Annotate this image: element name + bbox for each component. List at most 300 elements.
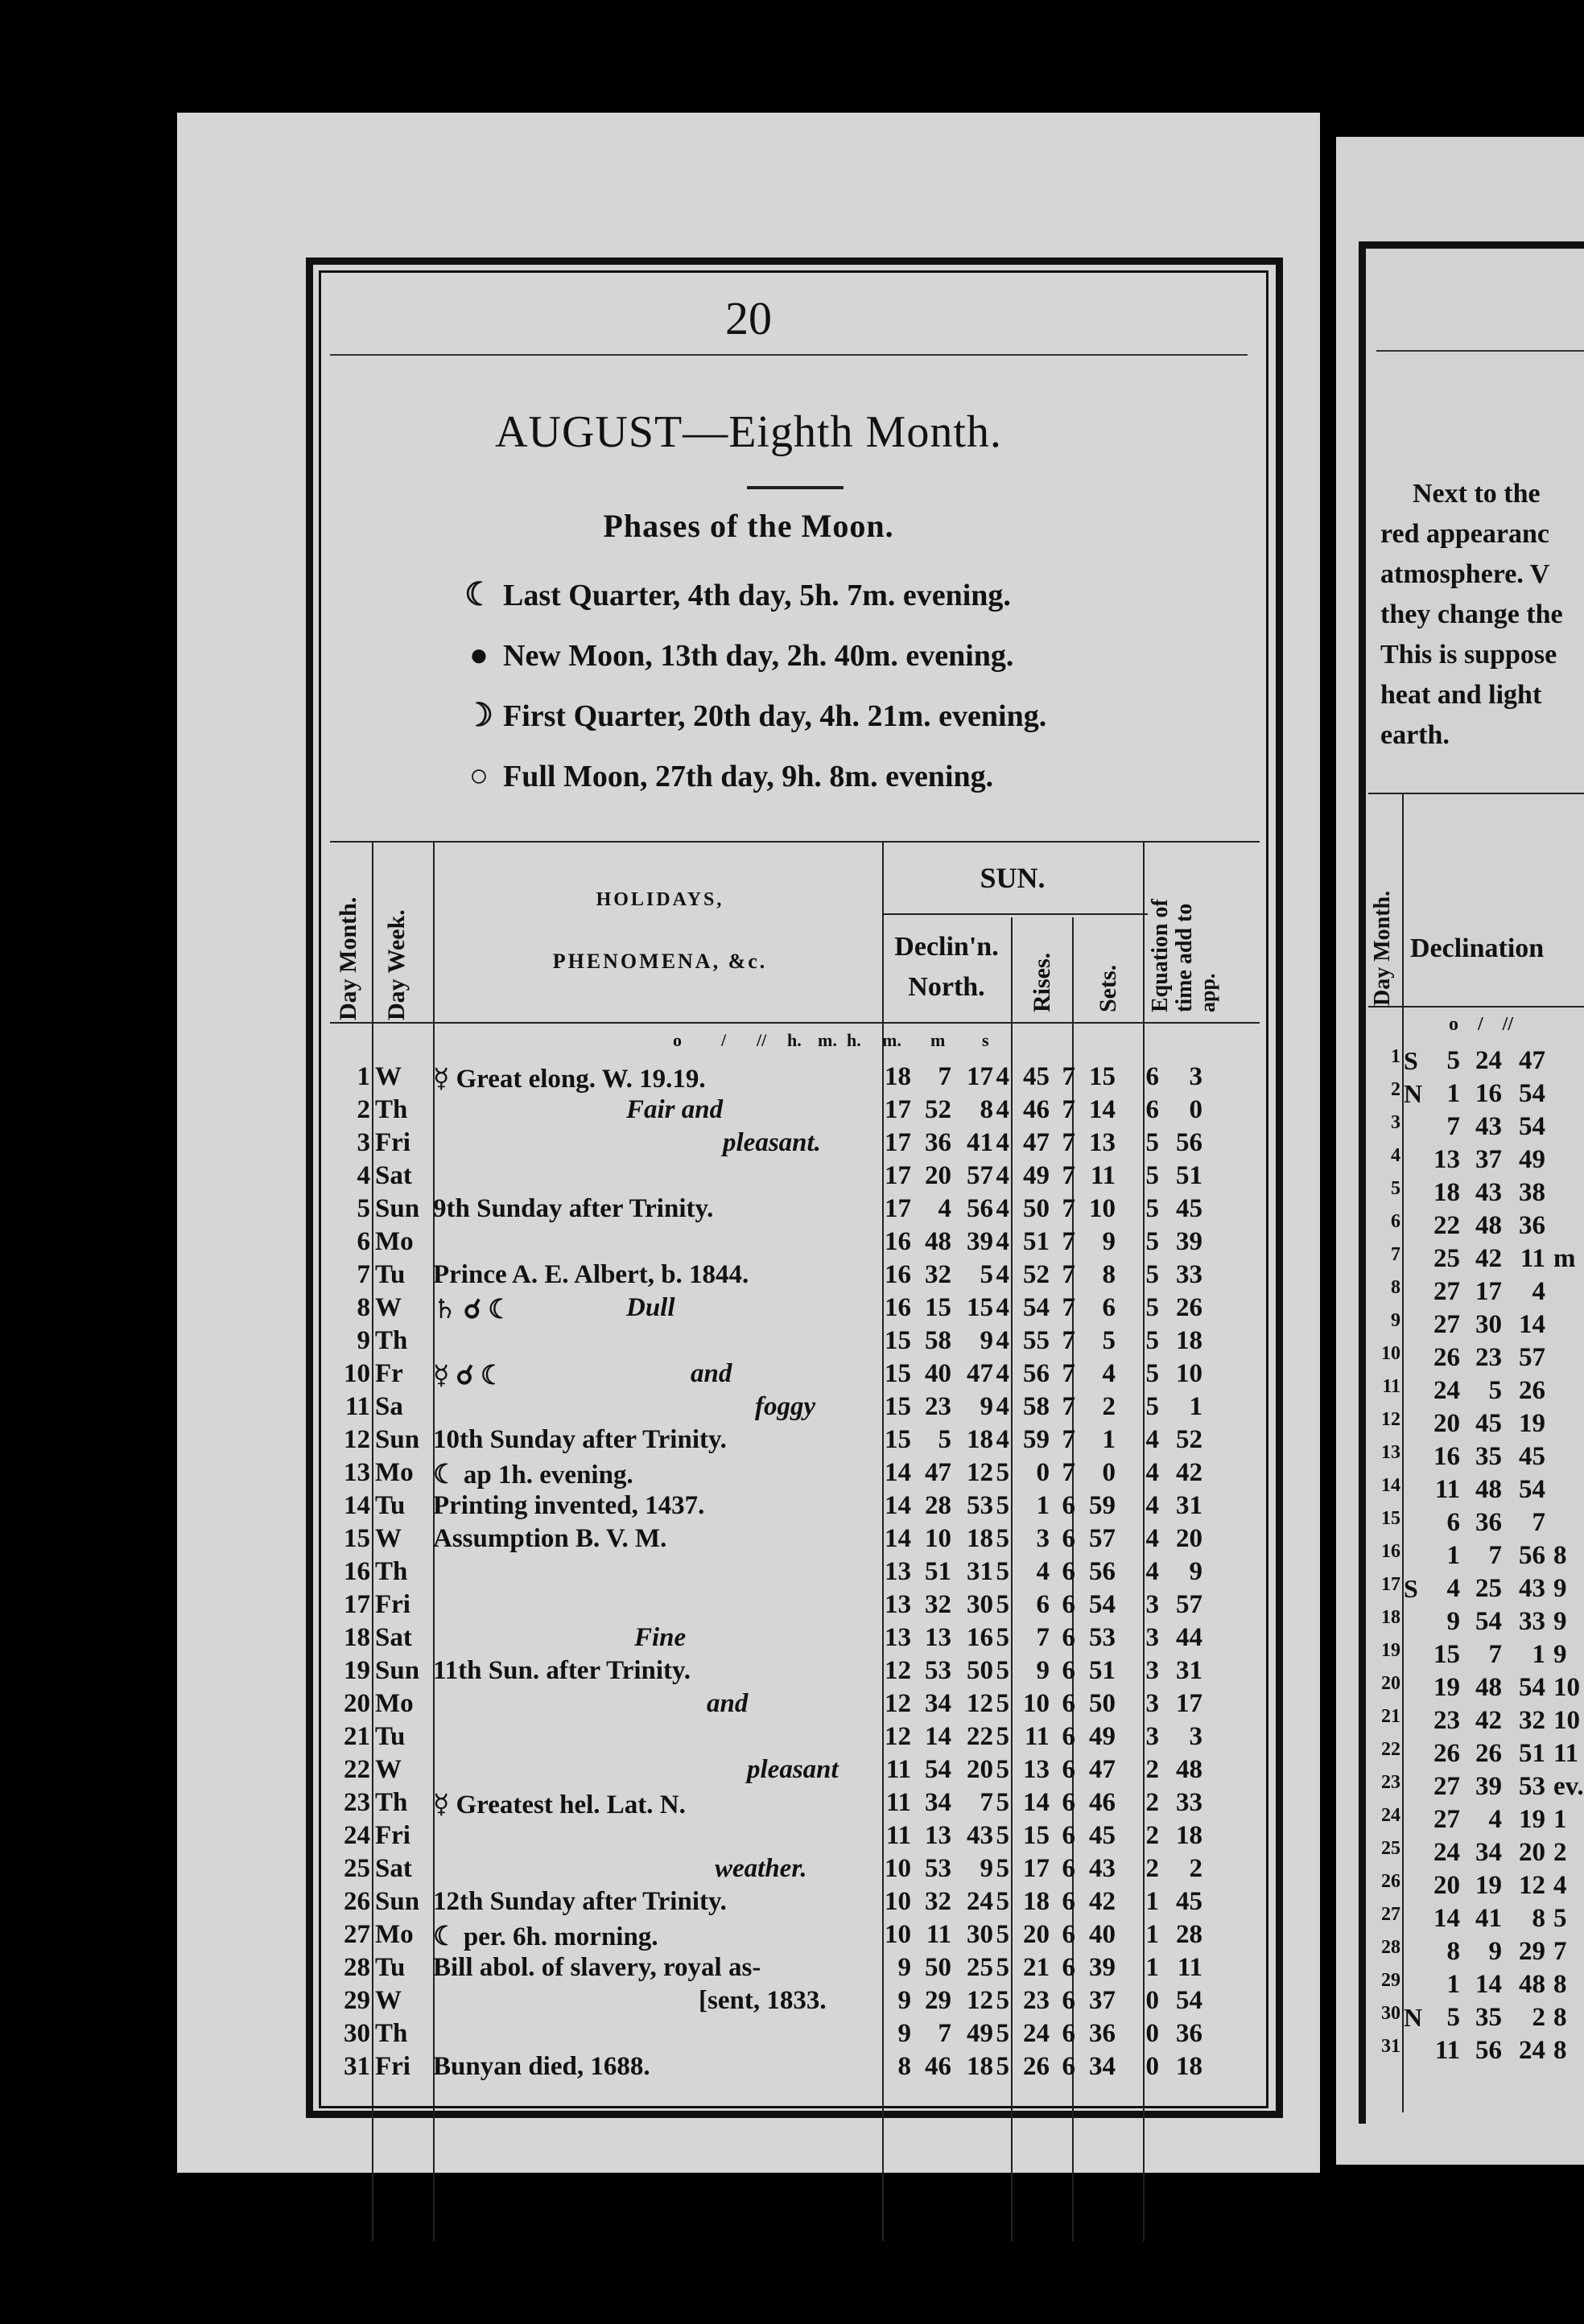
next-row-day: 15 (1381, 1508, 1400, 1529)
row-weekday: Th (375, 1788, 408, 1817)
table-row (330, 1689, 1264, 1722)
declin-seconds: 12 (967, 1458, 993, 1487)
row-event: 12th Sunday after Trinity. (433, 1887, 727, 1916)
next-row-min: 54 (1475, 1607, 1502, 1636)
next-row-deg: 24 (1433, 1376, 1460, 1405)
next-row-sec: 26 (1519, 1376, 1545, 1405)
header-declin: Declin'n. (894, 932, 999, 962)
next-row-sec: 56 (1519, 1541, 1545, 1570)
sunset-hour: 7 (1062, 1392, 1075, 1421)
next-row-extra: 8 (1553, 1541, 1567, 1570)
sunrise-minute: 54 (1023, 1293, 1050, 1322)
row-event: Fair and (626, 1095, 724, 1124)
row-weekday: W (375, 1062, 402, 1091)
next-row-deg: 20 (1433, 1871, 1460, 1900)
next-page-row (1336, 1970, 1578, 2003)
row-day: 20 (344, 1689, 370, 1718)
moon-phase-item (455, 575, 1011, 613)
row-day: 13 (344, 1458, 370, 1487)
equation-minutes: 5 (1145, 1326, 1159, 1355)
row-day: 22 (344, 1755, 370, 1784)
declin-degrees: 16 (885, 1293, 911, 1322)
declin-minutes: 32 (925, 1260, 951, 1289)
declin-minutes: 54 (925, 1755, 951, 1784)
sunrise-hour: 4 (996, 1095, 1009, 1124)
declin-seconds: 16 (967, 1623, 993, 1652)
table-top-rule (330, 841, 1260, 843)
next-row-day: 27 (1381, 1904, 1400, 1925)
sunrise-minute: 47 (1023, 1128, 1050, 1157)
declin-seconds: 31 (967, 1557, 993, 1586)
sunset-minute: 8 (1102, 1260, 1116, 1289)
next-row-sec: 43 (1519, 1574, 1545, 1603)
equation-seconds: 36 (1176, 2019, 1202, 2048)
sunset-hour: 6 (1062, 1656, 1075, 1685)
next-page-row (1336, 1772, 1584, 1805)
sunset-minute: 40 (1089, 1920, 1116, 1949)
next-row-deg: 27 (1433, 1805, 1460, 1834)
row-day: 3 (357, 1128, 370, 1157)
header-phenomena: PHENOMENA, &c. (552, 950, 768, 973)
declin-seconds: 12 (967, 1986, 993, 2015)
row-event: Bunyan died, 1688. (433, 2052, 650, 2081)
row-weekday: Mo (375, 1458, 414, 1487)
next-row-min: 25 (1475, 1574, 1502, 1603)
table-row (330, 1260, 1264, 1293)
next-row-extra: 10 (1553, 1706, 1580, 1735)
header-sets: Sets. (1095, 964, 1121, 1012)
row-event: ☿ Great elong. W. 19.19. (433, 1065, 706, 1094)
next-row-day: 29 (1381, 1970, 1400, 1991)
sunset-hour: 6 (1062, 1755, 1075, 1784)
next-page-row (1336, 1376, 1578, 1409)
almanac-page (177, 113, 1320, 2173)
sunset-minute: 49 (1089, 1722, 1116, 1751)
sunset-hour: 7 (1062, 1458, 1075, 1487)
next-page-header-day-month: Day Month. (1370, 890, 1395, 1006)
next-row-day: 1 (1391, 1046, 1400, 1067)
declin-degrees: 9 (897, 1953, 911, 1982)
equation-seconds: 20 (1176, 1524, 1202, 1553)
declin-degrees: 11 (885, 1755, 911, 1784)
header-rises: Rises. (1029, 952, 1055, 1012)
sunrise-hour: 5 (996, 1458, 1009, 1487)
table-row (330, 1194, 1264, 1227)
row-weekday: Sun (375, 1194, 420, 1223)
next-page-row (1336, 1409, 1578, 1442)
next-row-min: 42 (1475, 1706, 1502, 1735)
next-row-sec: 51 (1519, 1739, 1545, 1768)
table-row (330, 1821, 1264, 1854)
next-row-deg: 25 (1433, 1244, 1460, 1273)
next-row-sec: 49 (1519, 1145, 1545, 1174)
phases-title: Phases of the Moon. (603, 508, 894, 544)
equation-minutes: 0 (1145, 2052, 1159, 2081)
equation-seconds: 31 (1176, 1491, 1202, 1520)
declin-degrees: 17 (885, 1161, 911, 1190)
sunrise-hour: 5 (996, 1854, 1009, 1883)
equation-seconds: 45 (1176, 1194, 1202, 1223)
unit-degrees: o (673, 1030, 682, 1050)
declin-minutes: 34 (925, 1689, 951, 1718)
sunset-hour: 6 (1062, 1887, 1075, 1916)
row-day: 12 (344, 1425, 370, 1454)
next-page-row (1336, 1112, 1578, 1145)
next-row-day: 19 (1381, 1640, 1400, 1661)
next-row-extra: 7 (1553, 1937, 1567, 1966)
row-day: 8 (357, 1293, 370, 1322)
declin-degrees: 9 (897, 2019, 911, 2048)
row-weather-note: Dull (626, 1293, 675, 1322)
next-row-min: 23 (1475, 1343, 1502, 1372)
sunset-minute: 0 (1102, 1458, 1116, 1487)
next-page-row (1336, 1673, 1578, 1706)
next-row-min: 48 (1475, 1673, 1502, 1702)
equation-minutes: 5 (1145, 1359, 1159, 1388)
equation-seconds: 2 (1189, 1854, 1202, 1883)
row-day: 27 (344, 1920, 370, 1949)
next-row-extra: 4 (1553, 1871, 1567, 1900)
declin-degrees: 16 (885, 1260, 911, 1289)
equation-minutes: 1 (1145, 1887, 1159, 1916)
next-row-min: 7 (1488, 1541, 1502, 1570)
next-row-deg: 14 (1433, 1904, 1460, 1933)
sunset-hour: 6 (1062, 1854, 1075, 1883)
row-event: 9th Sunday after Trinity. (433, 1194, 714, 1223)
sunrise-hour: 4 (996, 1260, 1009, 1289)
declin-degrees: 17 (885, 1128, 911, 1157)
equation-minutes: 2 (1145, 1788, 1159, 1817)
declin-seconds: 22 (967, 1722, 993, 1751)
equation-minutes: 1 (1145, 1920, 1159, 1949)
equation-seconds: 54 (1176, 1986, 1202, 2015)
sunrise-hour: 5 (996, 1491, 1009, 1520)
equation-seconds: 17 (1176, 1689, 1202, 1718)
next-row-min: 4 (1488, 1805, 1502, 1834)
next-row-min: 56 (1475, 2036, 1502, 2065)
sunrise-minute: 15 (1023, 1821, 1050, 1850)
next-row-extra: 1 (1553, 1805, 1567, 1834)
next-row-min: 43 (1475, 1178, 1502, 1207)
next-row-deg: 23 (1433, 1706, 1460, 1735)
sunset-minute: 34 (1089, 2052, 1116, 2081)
declin-degrees: 13 (885, 1623, 911, 1652)
sunset-minute: 2 (1102, 1392, 1116, 1421)
next-row-day: 20 (1381, 1673, 1400, 1694)
sunset-hour: 6 (1062, 1986, 1075, 2015)
sunrise-hour: 5 (996, 1986, 1009, 2015)
table-row (330, 1392, 1264, 1425)
declin-minutes: 52 (925, 1095, 951, 1124)
table-row (330, 1359, 1264, 1392)
row-event: weather. (715, 1854, 807, 1883)
sunrise-hour: 4 (996, 1392, 1009, 1421)
row-event: Fine (634, 1623, 687, 1652)
declin-seconds: 9 (980, 1392, 993, 1421)
sunset-hour: 7 (1062, 1227, 1075, 1256)
next-row-day: 6 (1391, 1211, 1400, 1232)
next-page-row (1336, 2036, 1578, 2069)
table-row (330, 1128, 1264, 1161)
sunrise-minute: 1 (1036, 1491, 1050, 1520)
next-page-row (1336, 1838, 1578, 1871)
sunset-hour: 6 (1062, 1590, 1075, 1619)
moon-phase-text: First Quarter, 20th day, 4h. 21m. evening. (503, 699, 1047, 733)
declin-degrees: 15 (885, 1359, 911, 1388)
row-day: 16 (344, 1557, 370, 1586)
row-event: [sent, 1833. (699, 1986, 827, 2015)
next-page-row (1336, 1541, 1578, 1574)
sunset-minute: 9 (1102, 1227, 1116, 1256)
declin-minutes: 32 (925, 1590, 951, 1619)
sunset-hour: 7 (1062, 1194, 1075, 1223)
table-row (330, 1755, 1264, 1788)
declin-seconds: 49 (967, 2019, 993, 2048)
unit-rises-m: m. (818, 1030, 837, 1050)
table-row (330, 2019, 1264, 2052)
declin-degrees: 14 (885, 1524, 911, 1553)
sunset-minute: 51 (1089, 1656, 1116, 1685)
next-page-row (1336, 2003, 1578, 2036)
next-row-min: 41 (1475, 1904, 1502, 1933)
next-row-day: 28 (1381, 1937, 1400, 1958)
equation-minutes: 4 (1145, 1524, 1159, 1553)
sunset-minute: 47 (1089, 1755, 1116, 1784)
next-row-min: 36 (1475, 1508, 1502, 1537)
row-weekday: Th (375, 1095, 408, 1124)
unit-eq-m: m (930, 1030, 946, 1050)
sunset-minute: 1 (1102, 1425, 1116, 1454)
next-row-deg: 11 (1434, 2036, 1460, 2065)
equation-seconds: 3 (1189, 1722, 1202, 1751)
sunrise-minute: 56 (1023, 1359, 1050, 1388)
declin-seconds: 57 (967, 1161, 993, 1190)
row-weekday: W (375, 1755, 402, 1784)
sunrise-hour: 4 (996, 1326, 1009, 1355)
next-row-sec: 20 (1519, 1838, 1545, 1867)
equation-seconds: 3 (1189, 1062, 1202, 1091)
declin-seconds: 5 (980, 1260, 993, 1289)
declin-degrees: 15 (885, 1326, 911, 1355)
declin-degrees: 13 (885, 1590, 911, 1619)
row-event: Printing invented, 1437. (433, 1491, 705, 1520)
next-row-day: 9 (1391, 1310, 1400, 1331)
table-row (330, 1986, 1264, 2019)
sunrise-minute: 59 (1023, 1425, 1050, 1454)
next-page-text-line: This is suppose (1380, 640, 1557, 670)
next-row-deg: 6 (1446, 1508, 1460, 1537)
sunrise-minute: 23 (1023, 1986, 1050, 2015)
equation-minutes: 2 (1145, 1854, 1159, 1883)
unit-minutes: / (721, 1030, 727, 1050)
equation-minutes: 0 (1145, 1986, 1159, 2015)
sunset-minute: 42 (1089, 1887, 1116, 1916)
sunrise-minute: 58 (1023, 1392, 1050, 1421)
next-page-row (1336, 1607, 1578, 1640)
next-row-extra: 10 (1553, 1673, 1580, 1702)
row-weekday: W (375, 1986, 402, 2015)
next-row-day: 30 (1381, 2003, 1400, 2024)
row-weekday: Th (375, 1557, 408, 1586)
declin-degrees: 11 (885, 1788, 911, 1817)
declin-degrees: 12 (885, 1722, 911, 1751)
next-row-day: 24 (1381, 1805, 1400, 1826)
declin-minutes: 51 (925, 1557, 951, 1586)
next-page-row (1336, 1046, 1578, 1079)
sunrise-minute: 9 (1036, 1656, 1050, 1685)
table-row (330, 2052, 1264, 2085)
sunset-hour: 6 (1062, 1623, 1075, 1652)
equation-minutes: 6 (1145, 1062, 1159, 1091)
declin-degrees: 10 (885, 1887, 911, 1916)
header-day-week: Day Week. (383, 909, 410, 1020)
row-weekday: W (375, 1524, 402, 1553)
declin-minutes: 29 (925, 1986, 951, 2015)
declin-minutes: 58 (925, 1326, 951, 1355)
sunrise-hour: 5 (996, 1788, 1009, 1817)
declin-seconds: 18 (967, 1425, 993, 1454)
row-weekday: Sat (375, 1161, 412, 1190)
row-weekday: Mo (375, 1689, 414, 1718)
unit-eq-s: s (982, 1030, 989, 1050)
declin-seconds: 30 (967, 1920, 993, 1949)
next-row-extra: 5 (1553, 1904, 1567, 1933)
next-row-deg: 1 (1446, 1079, 1460, 1108)
declin-degrees: 10 (885, 1854, 911, 1883)
equation-minutes: 4 (1145, 1425, 1159, 1454)
row-day: 4 (357, 1161, 370, 1190)
declin-minutes: 23 (925, 1392, 951, 1421)
sunrise-hour: 5 (996, 1887, 1009, 1916)
equation-minutes: 3 (1145, 1623, 1159, 1652)
next-row-min: 26 (1475, 1739, 1502, 1768)
sunrise-minute: 0 (1036, 1458, 1050, 1487)
next-row-day: 17 (1381, 1574, 1400, 1595)
next-row-min: 48 (1475, 1211, 1502, 1240)
next-row-deg: 5 (1446, 1046, 1460, 1075)
sunset-hour: 6 (1062, 1491, 1075, 1520)
next-row-ns: S (1404, 1046, 1418, 1075)
header-day-month: Day Month. (335, 896, 361, 1020)
declin-minutes: 50 (925, 1953, 951, 1982)
row-day: 23 (344, 1788, 370, 1817)
sunrise-hour: 4 (996, 1161, 1009, 1190)
next-row-min: 24 (1475, 1046, 1502, 1075)
next-row-sec: 29 (1519, 1937, 1545, 1966)
equation-minutes: 4 (1145, 1458, 1159, 1487)
new-moon-icon: ● (468, 637, 489, 673)
equation-minutes: 3 (1145, 1722, 1159, 1751)
row-event: ☾ ap 1h. evening. (433, 1461, 633, 1490)
next-row-deg: 1 (1446, 1541, 1460, 1570)
sunrise-hour: 5 (996, 1590, 1009, 1619)
row-event: Prince A. E. Albert, b. 1844. (433, 1260, 749, 1289)
declin-minutes: 15 (925, 1293, 951, 1322)
sunset-minute: 5 (1102, 1326, 1116, 1355)
next-row-day: 22 (1381, 1739, 1400, 1760)
sunset-hour: 7 (1062, 1425, 1075, 1454)
sunrise-minute: 11 (1024, 1722, 1050, 1751)
row-weekday: Mo (375, 1227, 414, 1256)
next-page-row (1336, 1937, 1578, 1970)
row-weekday: Tu (375, 1260, 406, 1289)
next-row-deg: 1 (1446, 1970, 1460, 1999)
equation-minutes: 4 (1145, 1557, 1159, 1586)
equation-seconds: 52 (1176, 1425, 1202, 1454)
row-weekday: Fri (375, 2052, 410, 2081)
sunset-minute: 50 (1089, 1689, 1116, 1718)
equation-minutes: 5 (1145, 1260, 1159, 1289)
next-row-deg: 22 (1433, 1211, 1460, 1240)
equation-seconds: 18 (1176, 1326, 1202, 1355)
next-row-sec: 38 (1519, 1178, 1545, 1207)
next-row-extra: 9 (1553, 1640, 1567, 1669)
next-row-min: 37 (1475, 1145, 1502, 1174)
sunrise-minute: 52 (1023, 1260, 1050, 1289)
sunset-hour: 6 (1062, 1953, 1075, 1982)
declin-seconds: 7 (980, 1788, 993, 1817)
next-row-sec: 47 (1519, 1046, 1545, 1075)
next-row-deg: 5 (1446, 2003, 1460, 2032)
row-weekday: Fri (375, 1128, 410, 1157)
declin-minutes: 5 (938, 1425, 951, 1454)
next-page-row (1336, 1805, 1578, 1838)
declin-degrees: 9 (897, 1986, 911, 2015)
next-row-min: 35 (1475, 1442, 1502, 1471)
next-page-text-line: they change the (1380, 600, 1563, 629)
declin-degrees: 10 (885, 1920, 911, 1949)
equation-seconds: 10 (1176, 1359, 1202, 1388)
next-row-sec: 54 (1519, 1112, 1545, 1141)
sunrise-hour: 4 (996, 1227, 1009, 1256)
sunrise-minute: 3 (1036, 1524, 1050, 1553)
sunrise-hour: 5 (996, 1755, 1009, 1784)
sunset-hour: 6 (1062, 2019, 1075, 2048)
equation-seconds: 28 (1176, 1920, 1202, 1949)
declin-seconds: 41 (967, 1128, 993, 1157)
table-row (330, 1623, 1264, 1656)
row-day: 5 (357, 1194, 370, 1223)
sunrise-hour: 4 (996, 1062, 1009, 1091)
equation-minutes: 0 (1145, 2019, 1159, 2048)
header-holidays: HOLIDAYS, (596, 889, 724, 910)
next-row-sec: 33 (1519, 1607, 1545, 1636)
row-event: 11th Sun. after Trinity. (433, 1656, 691, 1685)
declin-degrees: 12 (885, 1689, 911, 1718)
next-row-sec: 11 (1520, 1244, 1545, 1273)
sunset-hour: 7 (1062, 1359, 1075, 1388)
moon-phase-text: Last Quarter, 4th day, 5h. 7m. evening. (503, 579, 1011, 612)
row-day: 9 (357, 1326, 370, 1355)
table-row (330, 1227, 1264, 1260)
sunrise-hour: 4 (996, 1194, 1009, 1223)
equation-seconds: 48 (1176, 1755, 1202, 1784)
sunrise-hour: 4 (996, 1128, 1009, 1157)
table-row (330, 1722, 1264, 1755)
row-day: 30 (344, 2019, 370, 2048)
table-row (330, 1590, 1264, 1623)
sunrise-minute: 45 (1023, 1062, 1050, 1091)
next-page-row (1336, 1706, 1578, 1739)
equation-seconds: 1 (1189, 1392, 1202, 1421)
last-quarter-moon-icon: ☾ (464, 576, 493, 612)
next-page-row (1336, 1475, 1578, 1508)
next-row-extra: 9 (1553, 1607, 1567, 1636)
units-row (330, 1030, 1264, 1063)
sunrise-minute: 17 (1023, 1854, 1050, 1883)
moon-phase-text: Full Moon, 27th day, 9h. 8m. evening. (503, 760, 994, 793)
next-row-min: 17 (1475, 1277, 1502, 1306)
